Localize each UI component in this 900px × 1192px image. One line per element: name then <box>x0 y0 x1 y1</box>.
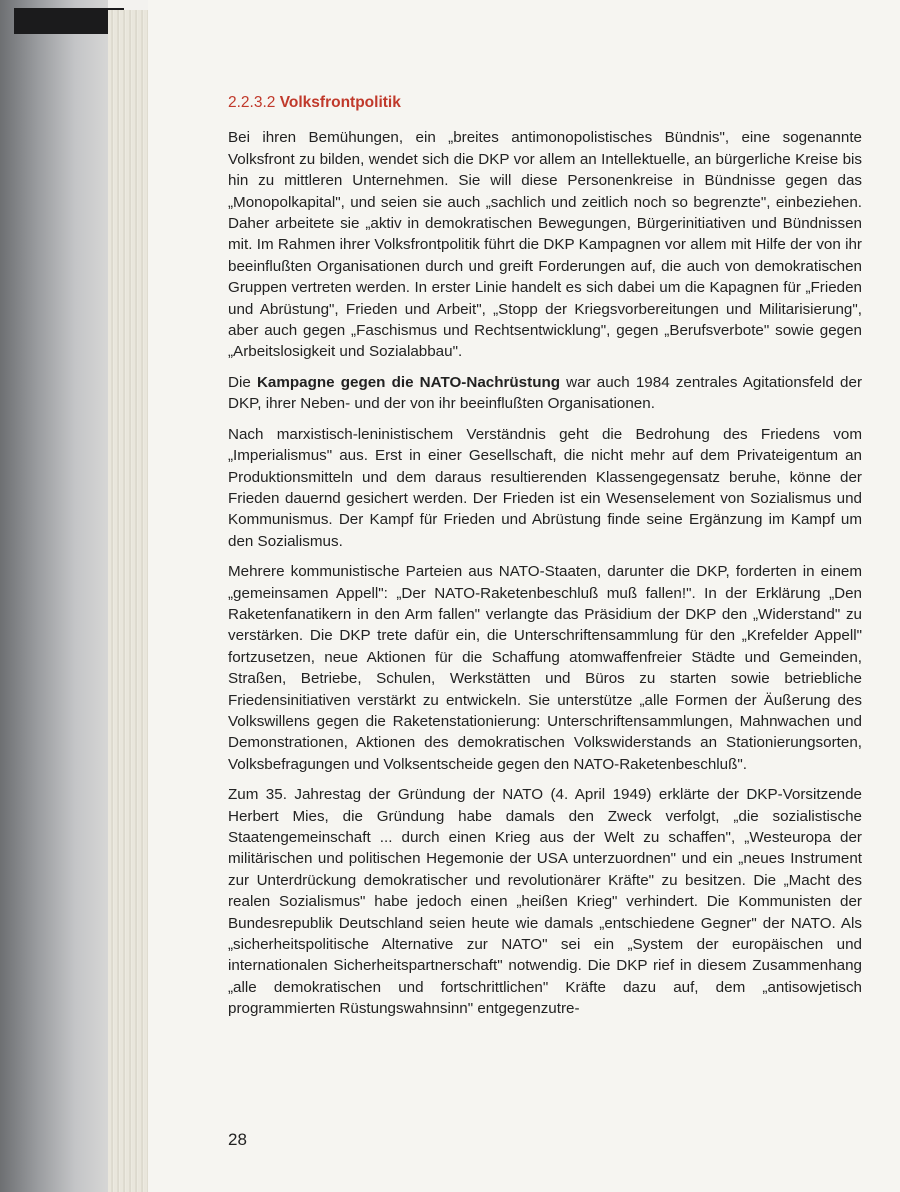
paragraph-appeal: Mehrere kommunistische Parteien aus NATO-Staaten, darunter die DKP, forderten in einem „gemeinsamen Appell": „Der NATO-Raketenbeschluß muß fallen!". In der Erklärung „Den Raketenfanatikern in den Arm fallen" verlangte das Präsidium der DKP den „Widerstand" zu verstärken. Die DKP trete dafür ein, die Unterschriftensammlung für den „Krefelder Appell" fortzusetzen, neue Aktionen für die Schaffung atomwaffenfreier Städte und Gemeinden, Straßen, Betriebe, Schulen, Werkstätten und Büros zu starten sowie betriebliche Friedensinitiativen verstärkt zu entwickeln. Sie unterstütze „alle Formen der Äußerung des Volkswillens gegen die Raketenstationierung: Unterschriftensammlungen, Mahnwachen und Demonstrationen, Aktionen des demokratischen Volkswiderstands an Stationierungsorten, Volksbefragungen und Volksentscheide gegen den NATO-Raketenbeschluß". <box>228 563 862 773</box>
section-heading <box>228 92 862 113</box>
page-content <box>228 92 862 1029</box>
paragraph-marxist-view: Nach marxistisch-leninistischem Verständnis geht die Bedrohung des Friedens vom „Imperialismus" aus. Erst in einer Gesellschaft, die nicht mehr auf dem Privateigentum an Produktionsmitteln und dem daraus resultierenden Klassengegensatz beruhe, könne der Frieden dauernd gesichert werden. Der Frieden ist ein Wesenselement von Sozialismus und Kommunismus. Der Kampf für Frieden und Abrüstung finde seine Ergänzung im Kampf um den Sozialismus. <box>228 425 862 550</box>
paragraph-campaign-bold: Kampagne gegen die NATO-Nachrüstung <box>256 373 561 391</box>
page-edges <box>108 10 148 1192</box>
paragraph-campaign-rest: war auch 1984 zentrales Agitationsfeld der DKP, ihrer Neben- und der von ihr beeinflußten Organisationen. <box>228 373 863 413</box>
section-number: 2.2.3.2 <box>228 94 276 111</box>
book-spine <box>0 0 108 1192</box>
section-title: Volksfrontpolitik <box>279 94 401 111</box>
paragraph-nato-anniversary: Zum 35. Jahrestag der Gründung der NATO (4. April 1949) erklärte der DKP-Vorsitzende Herbert Mies, die Gründung habe damals den Zweck verfolgt, „die sozialistische Staatengemeinschaft ... durch einen Krieg aus der Welt zu schaffen", „Westeuropa der militärischen und politischen Hegemonie der USA unterzuordnen" und ein „neues Instrument zur Unterdrückung demokratischer und revolutionärer Kräfte" zu besitzen. Die „Macht des realen Sozialismus" habe jedoch einen „heißen Krieg" verhindert. Die Kommunisten der Bundesrepublik Deutschland seien heute wie damals „entschiedene Gegner" der NATO. Als „sicherheitspolitische Alternative zur NATO" sei ein „System der europäischen und internationalen Sicherheitspartnerschaft" notwendig. Die DKP rief in diesem Zusammenhang „alle demokratischen und fortschrittlichen" Kräfte dazu auf, dem „antisowjetisch programmierten Rüstungswahnsinn" entgegenzutre- <box>228 786 862 1018</box>
paragraph-campaign <box>228 372 862 415</box>
page-number: 28 <box>228 1130 247 1149</box>
paragraph-campaign-lead: Die <box>228 373 257 391</box>
paragraph-intro: Bei ihren Bemühungen, ein „breites antimonopolistisches Bündnis", eine sogenannte Volksfront zu bilden, wendet sich die DKP vor allem an Intellektuelle, an bürgerliche Kreise bis hin zu mittleren Unternehmen. Sie will diese Personenkreise in Bündnisse gegen das „Monopolkapital", und seien sie auch „sachlich und zeitlich noch so begrenzte", einbeziehen. Daher arbeitete sie „aktiv in demokratischen Bewegungen, Bürgerinitiativen und Bündnissen mit. Im Rahmen ihrer Volksfrontpolitik führt die DKP Kampagnen vor allem mit Hilfe der von ihr beeinflußten Organisationen durch und greift Forderungen auf, die auch von demokratischen Gruppen vertreten werden. In erster Linie handelt es sich dabei um die Kapagnen für „Frieden und Abrüstung", Frieden und Arbeit", „Stopp der Kriegsvorbereitungen und Militarisierung", aber auch gegen „Faschismus und Rechtsentwicklung", gegen „Berufsverbote" sowie gegen „Arbeitslosigkeit und Sozialabbau". <box>228 129 862 361</box>
